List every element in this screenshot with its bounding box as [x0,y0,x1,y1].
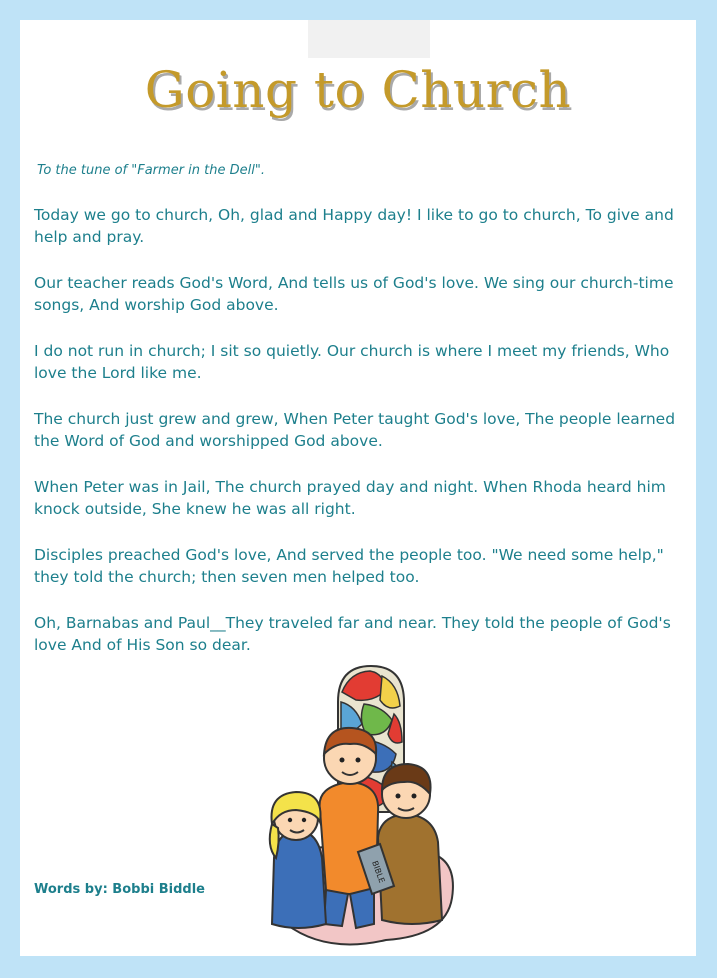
stanza: Disciples preached God's love, And served the people too. "We need some help," they told the church; then seven men helped too. [34,546,664,586]
boy-brown-jacket [378,764,442,924]
header-tab [308,20,430,58]
song-sheet [20,20,696,956]
girl-blue-dress [270,792,326,928]
stanza: I do not run in church; I sit so quietly. Our church is where I meet my friends, Who love the Lord like me. [34,342,670,382]
lyrics [34,204,686,680]
bible-label: BIBLE [370,859,387,885]
tune-subtitle: To the tune of "Farmer in the Dell". [37,163,265,178]
author-credit: Words by: Bobbi Biddle [34,882,205,897]
stanza: When Peter was in Jail, The church prayed day and night. When Rhoda heard him knock outside, She knew he was all right. [34,478,666,518]
page-title: Going to Church [144,61,572,119]
stanza: Our teacher reads God's Word, And tells us of God's love. We sing our church-time songs, And worship God above. [34,274,674,314]
stanza: Today we go to church, Oh, glad and Happy day! I like to go to church, To give and help and pray. [34,206,674,246]
children-with-bible-illustration [246,662,476,948]
stanza: The church just grew and grew, When Peter taught God's love, The people learned the Word of God and worshipped God above. [34,410,676,450]
stanza: Oh, Barnabas and Paul__They traveled far and near. They told the people of God's love And of His Son so dear. [34,614,671,654]
